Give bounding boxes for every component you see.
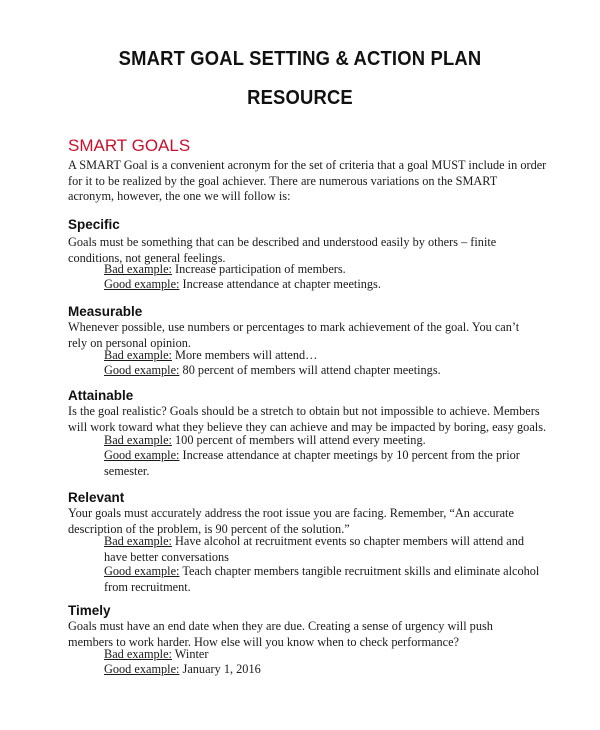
intro-line: A SMART Goal is a convenient acronym for the set of criteria that a goal MUST include in order [68,158,547,172]
bad-example-text-cont: have better conversations [104,549,229,564]
section-title-specific: Specific [68,217,120,232]
good-example-text: Increase attendance at chapter meetings by 10 percent from the prior [179,448,520,462]
desc-line: Your goals must accurately address the root issue you are facing. Remember, “An accurate [68,506,514,520]
good-example-label: Good example: [104,564,180,578]
good-example-text: 80 percent of members will attend chapter meetings. [179,363,441,377]
intro-line: for it to be realized by the goal achiever. There are numerous variations on the SMART [68,173,498,188]
bad-example-specific [104,262,574,278]
good-example-text: Teach chapter members tangible recruitment skills and eliminate alcohol [179,564,540,578]
good-example-label: Good example: [104,662,180,676]
good-example-text-cont: semester. [104,463,150,478]
section-desc-measurable [68,320,568,351]
desc-line: rely on personal opinion. [68,335,191,350]
section-title-measurable: Measurable [68,304,143,319]
document-title-line-2: RESOURCE [247,87,353,109]
bad-example-text: More members will attend… [171,348,318,362]
good-example-label: Good example: [104,448,180,462]
bad-example-measurable [104,348,574,364]
bad-example-text: Have alcohol at recruitment events so chapter members will attend and [171,534,524,548]
desc-line: Is the goal realistic? Goals should be a stretch to obtain but not impossible to achieve. Members [68,404,540,418]
desc-line: conditions, not general feelings. [68,250,226,265]
bad-example-text: 100 percent of members will attend every meeting. [171,433,426,447]
good-example-text: Increase attendance at chapter meetings. [179,277,381,291]
bad-example-text: Winter [171,647,209,661]
bad-example-relevant [104,534,574,565]
desc-line: description of the problem, is 90 percent of the solution.” [68,521,350,536]
desc-line: Goals must be something that can be described and understood easily by others – finite [68,235,497,249]
desc-line: members to work harder. How else will you know when to check performance? [68,634,459,649]
section-title-relevant: Relevant [68,490,125,505]
good-example-relevant [104,564,574,595]
intro-paragraph [68,158,568,205]
bad-example-label: Bad example: [104,534,172,548]
smart-goals-heading: SMART GOALS [68,136,191,155]
desc-line: Goals must have an end date when they are due. Creating a sense of urgency will push [68,619,493,633]
bad-example-label: Bad example: [104,647,172,661]
good-example-timely [104,662,574,678]
section-desc-timely [68,619,568,650]
document-title-line-1: SMART GOAL SETTING & ACTION PLAN [118,48,482,70]
section-title-attainable: Attainable [68,388,134,403]
section-desc-relevant [68,506,568,537]
good-example-measurable [104,363,574,379]
intro-line: acronym, however, the one we will follow is: [68,189,291,203]
good-example-text: January 1, 2016 [179,662,261,676]
good-example-label: Good example: [104,277,180,291]
bad-example-timely [104,647,574,663]
good-example-text-cont: from recruitment. [104,579,191,594]
bad-example-label: Bad example: [104,348,172,362]
desc-line: will work toward what they believe they can achieve and may be impacted by boring, easy goals. [68,419,547,434]
good-example-attainable [104,448,574,479]
desc-line: Whenever possible, use numbers or percentages to mark achievement of the goal. You can’t [68,320,520,334]
section-desc-attainable [68,404,568,435]
bad-example-label: Bad example: [104,262,172,276]
good-example-specific [104,277,574,293]
bad-example-text: Increase participation of members. [171,262,346,276]
section-title-timely: Timely [68,603,111,618]
bad-example-attainable [104,433,574,449]
good-example-label: Good example: [104,363,180,377]
bad-example-label: Bad example: [104,433,172,447]
